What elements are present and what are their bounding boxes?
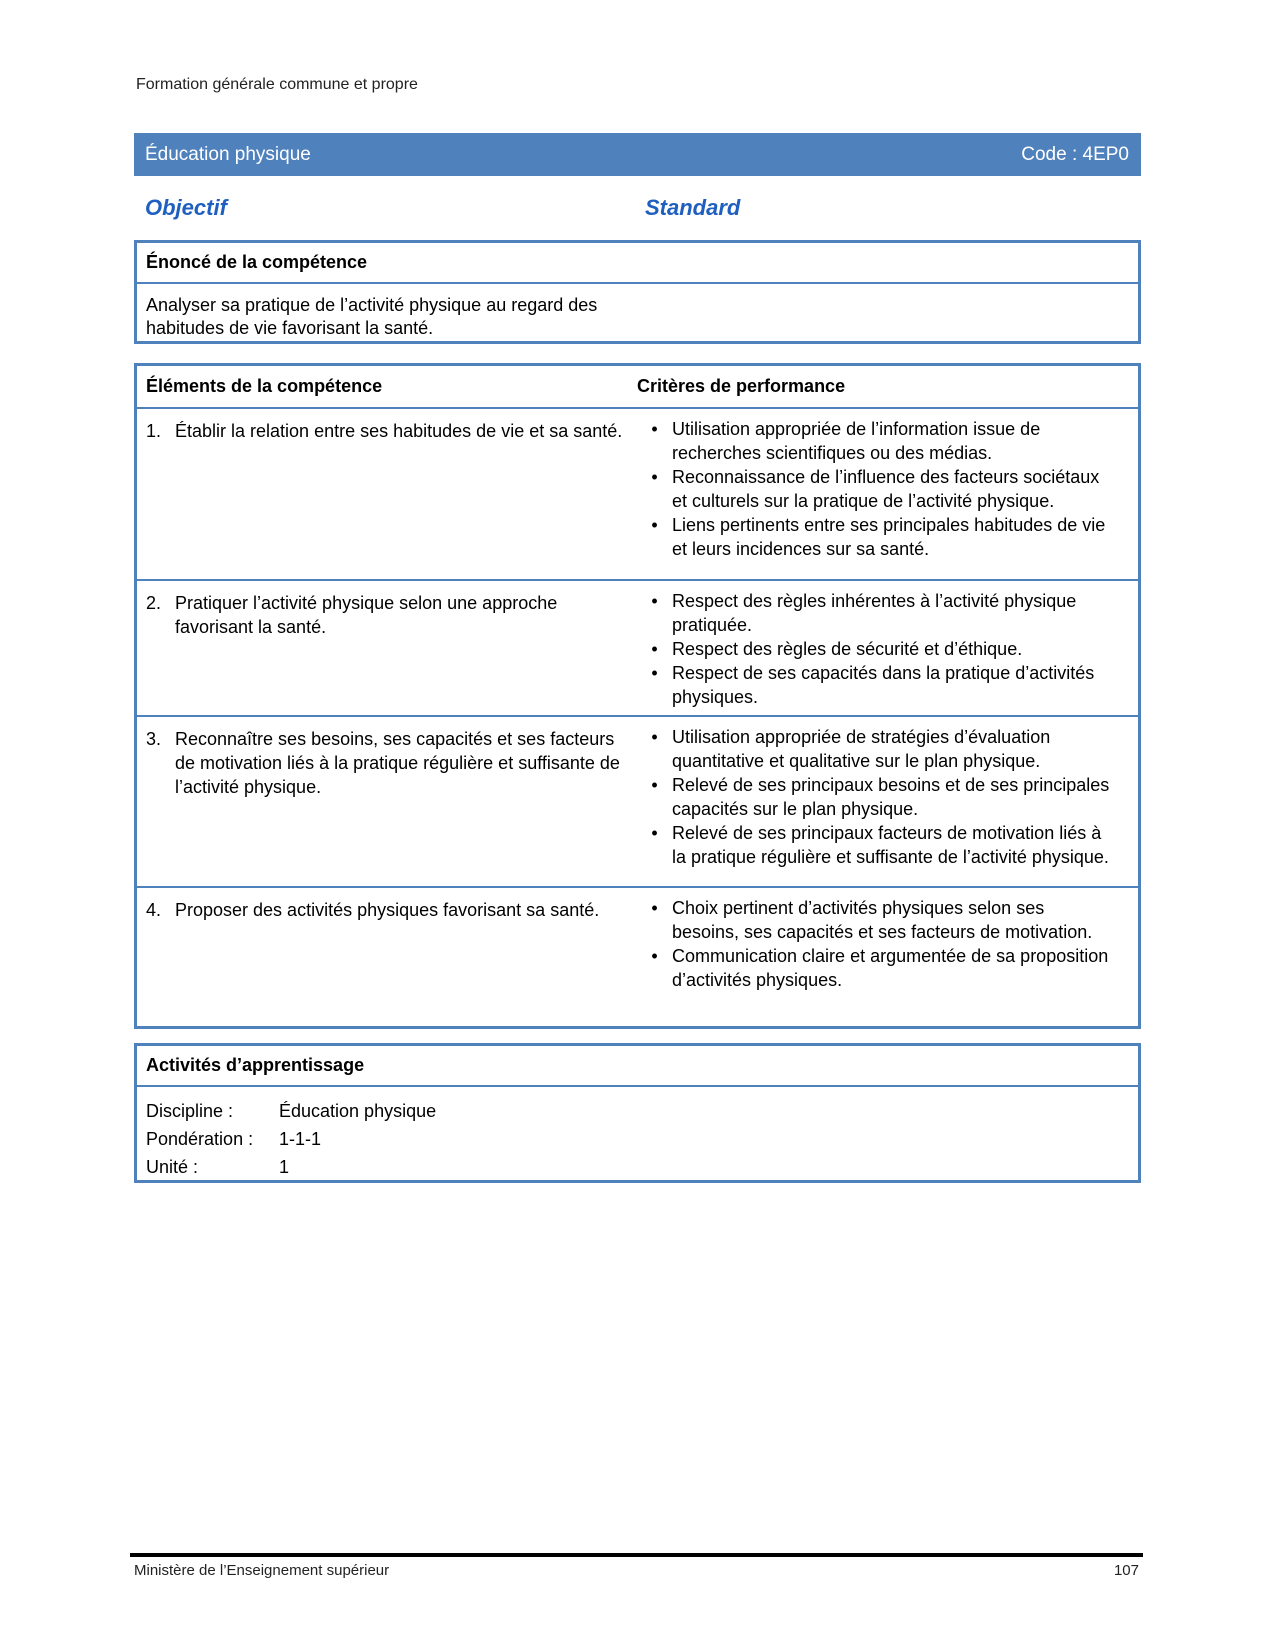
bullet-icon: • [651,946,658,966]
activites-body [137,1087,1138,1191]
footer-publisher: Ministère de l’Enseignement supérieur [134,1562,390,1579]
bullet-icon: • [651,419,658,439]
competence-row [137,581,1138,717]
ponderation-value: 1-1-1 [279,1129,322,1149]
criterion-text: Utilisation appropriée de l’information issue de recherches scientifiques ou des médias. [672,419,1041,463]
unite-line [146,1153,1129,1181]
enonce-box [134,240,1141,344]
title-bar [134,133,1141,176]
element-cell [137,581,637,715]
activites-heading: Activités d’apprentissage [137,1046,1138,1087]
element-text: Pratiquer l’activité physique selon une approche favorisant la santé. [175,593,558,637]
discipline-label: Discipline : [146,1101,234,1121]
bullet-icon: • [651,898,658,918]
criterion-item [637,661,1134,709]
criterion-item [637,725,1134,773]
criterion-item [637,589,1134,637]
element-text: Établir la relation entre ses habitudes de vie et sa santé. [175,421,623,441]
criterion-text: Relevé de ses principaux facteurs de motivation liés à la pratique régulière et suffisante de l’activité physique. [672,823,1109,867]
course-code: Code : 4EP0 [1021,143,1129,165]
unite-value: 1 [279,1157,290,1177]
discipline-value: Éducation physique [279,1101,437,1121]
standard-label: Standard [645,195,741,220]
objectif-label: Objectif [145,195,227,220]
criterion-text: Respect des règles inhérentes à l’activité physique pratiquée. [672,591,1077,635]
element-cell [137,409,637,579]
criterion-text: Relevé de ses principaux besoins et de ses principales capacités sur le plan physique. [672,775,1110,819]
element-number: 3. [146,729,162,749]
criterion-item [637,465,1134,513]
criterion-text: Choix pertinent d’activités physiques selon ses besoins, ses capacités et ses facteurs de motivation. [672,898,1093,942]
element-number: 4. [146,900,162,920]
criterion-text: Communication claire et argumentée de sa proposition d’activités physiques. [672,946,1109,990]
unite-label: Unité : [146,1157,199,1177]
element-number: 2. [146,593,162,613]
criterion-item [637,513,1134,561]
criterion-item [637,896,1134,944]
enonce-text: Analyser sa pratique de l’activité physique au regard des habitudes de vie favorisant la santé. [146,295,598,338]
criteria-cell [637,581,1138,715]
criteria-cell [637,409,1138,579]
element-text: Reconnaître ses besoins, ses capacités et ses facteurs de motivation liés à la pratique régulière et suffisante de l’activité physique. [175,729,620,797]
competence-row [137,888,1138,1016]
criterion-item [637,417,1134,465]
criteria-cell [637,717,1138,886]
competence-table-header [137,366,1138,409]
ponderation-line [146,1125,1129,1153]
criteria-cell [637,888,1138,1016]
running-head: Formation générale commune et propre [136,76,418,93]
criterion-item [637,944,1134,992]
criterion-text: Reconnaissance de l’influence des facteurs sociétaux et culturels sur la pratique de l’activité physique. [672,467,1100,511]
competence-table [134,363,1141,1029]
bullet-icon: • [651,515,658,535]
bullet-icon: • [651,823,658,843]
ponderation-label: Pondération : [146,1129,254,1149]
bullet-icon: • [651,775,658,795]
page-number: 107 [1113,1562,1139,1579]
footer-rule [130,1553,1143,1557]
enonce-heading: Énoncé de la compétence [137,243,1138,284]
footer [134,1562,1139,1579]
element-cell [137,717,637,886]
criterion-item [637,821,1134,869]
competence-row [137,409,1138,581]
element-cell [137,888,637,1016]
element-text: Proposer des activités physiques favorisant sa santé. [175,900,600,920]
criterion-text: Utilisation appropriée de stratégies d’évaluation quantitative et qualitative sur le plan physique. [672,727,1051,771]
activites-box [134,1043,1141,1183]
competence-row [137,717,1138,888]
elements-column-header: Éléments de la compétence [146,376,383,396]
criterion-item [637,637,1134,661]
bullet-icon: • [651,639,658,659]
course-title: Éducation physique [145,143,311,165]
bullet-icon: • [651,663,658,683]
element-number: 1. [146,421,162,441]
bullet-icon: • [651,591,658,611]
criteria-column-header: Critères de performance [637,376,846,396]
criterion-text: Liens pertinents entre ses principales habitudes de vie et leurs incidences sur sa santé. [672,515,1106,559]
criterion-item [637,773,1134,821]
discipline-line [146,1097,1129,1125]
bullet-icon: • [651,467,658,487]
criterion-text: Respect des règles de sécurité et d’éthique. [672,639,1023,659]
criterion-text: Respect de ses capacités dans la pratique d’activités physiques. [672,663,1095,707]
bullet-icon: • [651,727,658,747]
